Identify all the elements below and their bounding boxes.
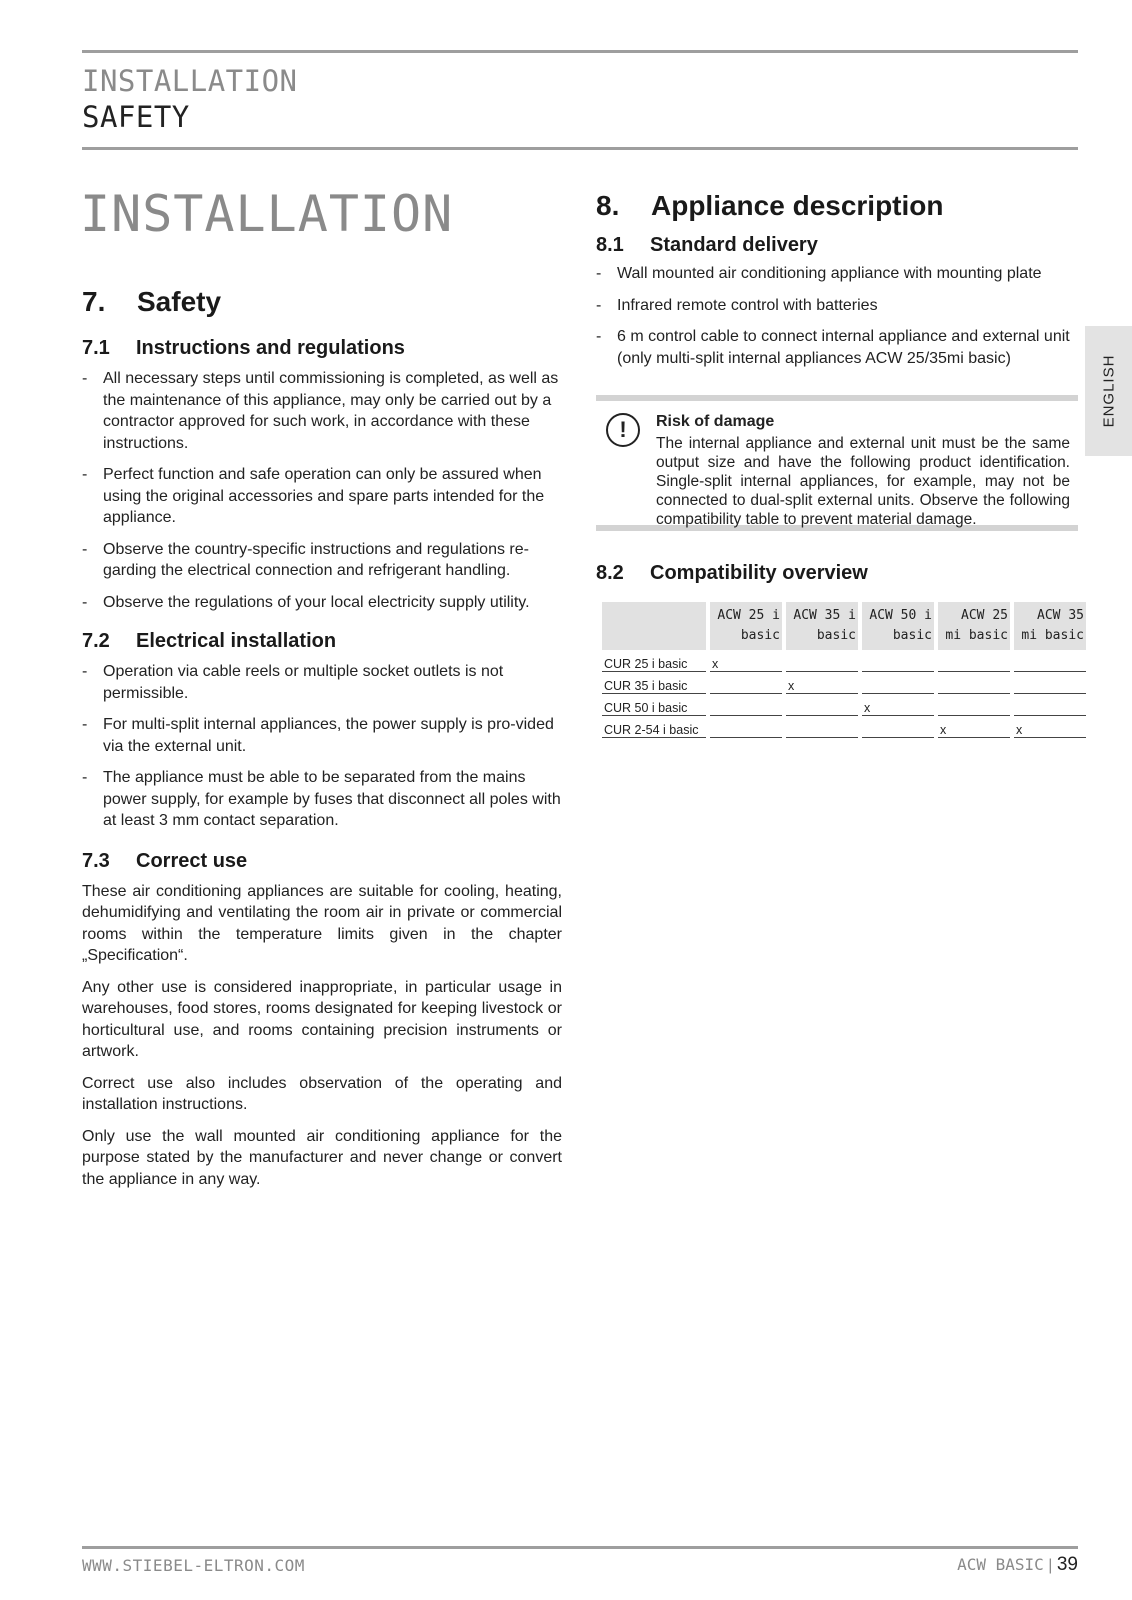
table-cell bbox=[938, 672, 1010, 694]
list-item-text: 6 m control cable to connect internal appliance and external unit (only multi-split internal appliances ACW 25/35mi basic) bbox=[617, 328, 1070, 367]
paragraph: Correct use also includes observation of the operating and installation instructions. bbox=[82, 1074, 562, 1113]
section-7-2-number: 7.2 bbox=[82, 630, 110, 652]
table-cell bbox=[786, 716, 858, 738]
warning-icon: ! bbox=[606, 413, 640, 447]
header-section: SAFETY bbox=[82, 100, 190, 134]
section-7-3-title: Correct use bbox=[136, 849, 248, 872]
table-row bbox=[602, 672, 1086, 694]
section-8-1-title: Standard delivery bbox=[650, 234, 818, 256]
footer-page-info bbox=[957, 1554, 1078, 1576]
table-corner-cell bbox=[602, 602, 706, 650]
list-item: - Wall mounted air conditioning appliance with mounting plate bbox=[596, 263, 1082, 285]
table-cell: x bbox=[862, 694, 934, 716]
row-label: CUR 2-54 i basic bbox=[602, 716, 706, 738]
list-item-text: The appliance must be able to be separated from the mains power supply, for example by fuses that disconnect all poles with at least 3 mm contact separation. bbox=[103, 769, 561, 829]
big-title: INSTALLATION bbox=[80, 185, 454, 243]
section-7-heading bbox=[82, 286, 562, 318]
header-rule bbox=[82, 147, 1078, 150]
appliance-section bbox=[596, 190, 1082, 369]
table-cell bbox=[862, 650, 934, 672]
list-item-text: Operation via cable reels or multiple socket outlets is not permissible. bbox=[103, 663, 504, 702]
row-label: CUR 25 i basic bbox=[602, 650, 706, 672]
row-label: CUR 35 i basic bbox=[602, 672, 706, 694]
list-item: - For multi-split internal appliances, the power supply is pro-vided via the external unit. bbox=[82, 714, 562, 757]
column-header-line2: basic bbox=[816, 628, 856, 643]
list-item-text: Observe the country-specific instructions and regulations re-garding the electrical connection and refrigerant handling. bbox=[103, 540, 529, 579]
section-8-number: 8. bbox=[596, 190, 620, 221]
safety-section bbox=[82, 286, 562, 1190]
table-column-header bbox=[1014, 602, 1086, 650]
table-column-header bbox=[710, 602, 782, 650]
paragraph: These air conditioning appliances are suitable for cooling, heating, dehumidifying and ventilating the room air in private or commercial rooms within the temperature limits given in the chapter „Specification“. bbox=[82, 882, 562, 964]
column-header-line1: ACW 35 i bbox=[793, 608, 856, 623]
column-header-line1: ACW 25 i bbox=[717, 608, 780, 623]
table-cell bbox=[710, 694, 782, 716]
column-header-line2: mi basic bbox=[1021, 628, 1084, 643]
section-7-1-number: 7.1 bbox=[82, 337, 110, 359]
page-number: 39 bbox=[1056, 1554, 1078, 1575]
section-8-heading bbox=[596, 190, 1082, 222]
list-item-text: For multi-split internal appliances, the power supply is pro-vided via the external unit. bbox=[103, 716, 554, 755]
column-header-line2: basic bbox=[892, 628, 932, 643]
table-column-header bbox=[862, 602, 934, 650]
list-item: - Observe the country-specific instructions and regulations re-garding the electrical connection and refrigerant handling. bbox=[82, 539, 562, 582]
table-row bbox=[602, 716, 1086, 738]
list-item: - Perfect function and safe operation can only be assured when using the original accessories and spare parts intended for the appliance. bbox=[82, 464, 562, 529]
section-7-3-heading bbox=[82, 850, 562, 873]
note-body: The internal appliance and external unit must be the same output size and have the following product identification. Single-split internal appliances, for example, may not be connected to dual-split external units. Observe the following compatibility table to prevent material damage. bbox=[656, 435, 1070, 528]
list-item: - All necessary steps until commissioning is completed, as well as the maintenance of this appliance, may only be carried out by a contractor approved for such work, in accordance with these instructions. bbox=[82, 368, 562, 454]
list-item: - Infrared remote control with batteries bbox=[596, 295, 1082, 317]
table-cell bbox=[938, 650, 1010, 672]
table-cell bbox=[1014, 650, 1086, 672]
section-8-1-number: 8.1 bbox=[596, 234, 624, 256]
table-cell: x bbox=[938, 716, 1010, 738]
section-7-2-heading bbox=[82, 630, 562, 653]
table-cell: x bbox=[786, 672, 858, 694]
table-header-row bbox=[602, 602, 1086, 650]
column-header-line2: mi basic bbox=[945, 628, 1008, 643]
table-cell bbox=[710, 716, 782, 738]
risk-of-damage-note bbox=[596, 395, 1078, 531]
table-cell bbox=[862, 716, 934, 738]
list-item-text: Observe the regulations of your local electricity supply utility. bbox=[103, 593, 530, 611]
section-7-1-title: Instructions and regulations bbox=[136, 337, 405, 359]
list-item: - Observe the regulations of your local electricity supply utility. bbox=[82, 592, 562, 614]
section-8-title: Appliance description bbox=[651, 190, 944, 221]
table-cell bbox=[710, 672, 782, 694]
footer-rule bbox=[82, 1546, 1078, 1549]
column-header-line2: basic bbox=[740, 628, 780, 643]
paragraph: Only use the wall mounted air conditioning appliance for the purpose stated by the manufacturer and never change or convert the appliance in any way. bbox=[82, 1127, 562, 1188]
row-label: CUR 50 i basic bbox=[602, 694, 706, 716]
column-header-line1: ACW 35 bbox=[1037, 608, 1084, 623]
table-column-header bbox=[938, 602, 1010, 650]
section-7-2-title: Electrical installation bbox=[136, 630, 337, 652]
section-8-2-title: Compatibility overview bbox=[650, 562, 868, 584]
column-header-line1: ACW 50 i bbox=[869, 608, 932, 623]
table-cell bbox=[938, 694, 1010, 716]
footer-separator: | bbox=[1048, 1557, 1053, 1574]
header-category: INSTALLATION bbox=[82, 64, 298, 98]
list-item: - The appliance must be able to be separated from the mains power supply, for example by fuses that disconnect all poles with at least 3 mm contact separation. bbox=[82, 767, 562, 832]
table-cell bbox=[1014, 694, 1086, 716]
table-cell bbox=[862, 672, 934, 694]
compatibility-table bbox=[598, 602, 1090, 738]
section-8-1-heading bbox=[596, 234, 1082, 257]
list-item-text: All necessary steps until commissioning is completed, as well as the maintenance of this appliance, may only be carried out by a contractor approved for such work, in accordance with these instructions. bbox=[103, 370, 559, 452]
table-cell bbox=[1014, 672, 1086, 694]
language-tab-label: ENGLISH bbox=[1100, 354, 1117, 428]
list-item: - Operation via cable reels or multiple socket outlets is not permissible. bbox=[82, 661, 562, 704]
section-8-2-heading bbox=[596, 562, 868, 585]
section-7-number: 7. bbox=[82, 286, 106, 317]
table-row bbox=[602, 650, 1086, 672]
footer-url[interactable]: WWW.STIEBEL-ELTRON.COM bbox=[82, 1556, 305, 1575]
list-item-text: Infrared remote control with batteries bbox=[617, 296, 878, 314]
footer-product: ACW BASIC bbox=[957, 1555, 1044, 1574]
paragraph: Any other use is considered inappropriate, in particular usage in warehouses, food stores, rooms designated for keeping livestock or horticultural use, and rooms containing precision instruments or artwork. bbox=[82, 978, 562, 1060]
table-cell: x bbox=[710, 650, 782, 672]
section-7-3-number: 7.3 bbox=[82, 849, 110, 872]
table-column-header bbox=[786, 602, 858, 650]
top-rule bbox=[82, 50, 1078, 53]
list-item: - 6 m control cable to connect internal appliance and external unit (only multi-split internal appliances ACW 25/35mi basic) bbox=[596, 326, 1082, 369]
language-tab[interactable] bbox=[1085, 326, 1132, 456]
list-item-text: Perfect function and safe operation can only be assured when using the original accessories and spare parts intended for the appliance. bbox=[103, 466, 545, 526]
table-row bbox=[602, 694, 1086, 716]
list-item-text: Wall mounted air conditioning appliance with mounting plate bbox=[617, 265, 1042, 282]
table-cell: x bbox=[1014, 716, 1086, 738]
section-7-title: Safety bbox=[137, 286, 222, 317]
table-cell bbox=[786, 650, 858, 672]
column-header-line1: ACW 25 bbox=[961, 608, 1008, 623]
table-cell bbox=[786, 694, 858, 716]
note-title: Risk of damage bbox=[656, 413, 775, 430]
section-7-1-heading bbox=[82, 337, 562, 360]
section-8-2-number: 8.2 bbox=[596, 562, 624, 584]
